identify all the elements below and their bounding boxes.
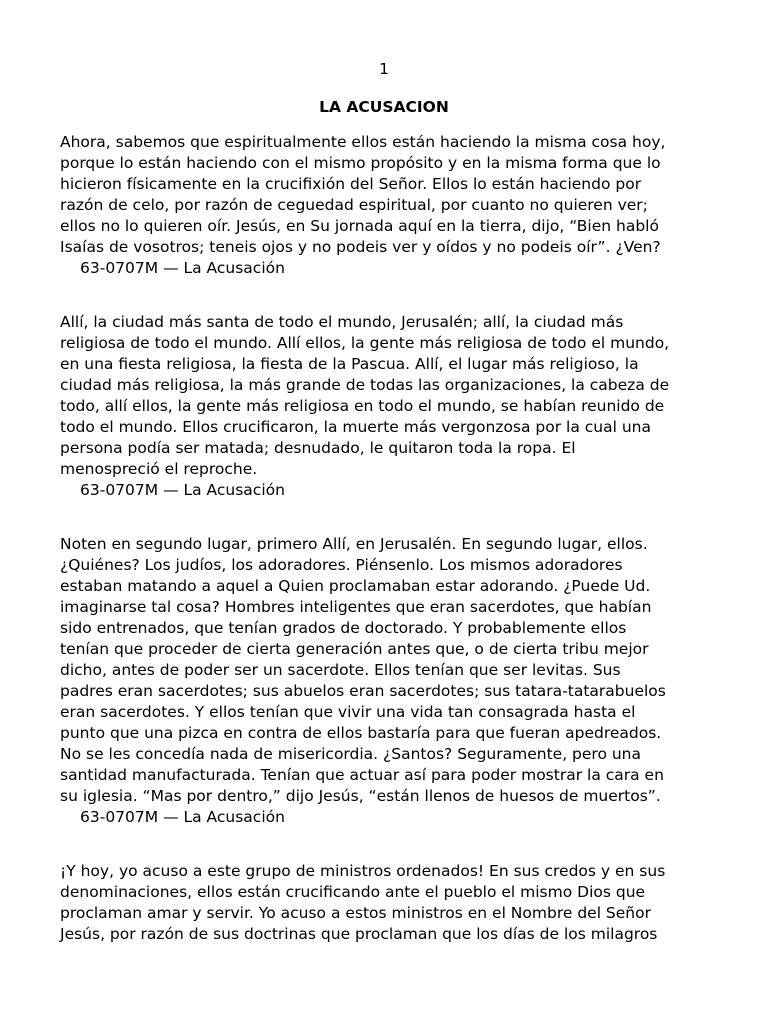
quote-block [60,861,712,945]
page-number: 1 [379,60,389,78]
quote-text: Noten en segundo lugar, primero Allí, en Jerusalén. En segundo lugar, ellos. ¿Quiénes? Los judíos, los adoradores. Piénsenlo. Los mismos adoradores estaban matando a aquel a Quien proclamaban estar adorando. ¿Puede Ud. imaginarse tal cosa? Hombres inteligentes que eran sacerdotes, que habían sido entrenados, que tenían grados de doctorado. Y probablemente ellos tenían que proceder de cierta generación antes que, o de cierta tribu mejor dicho, antes de poder ser un sacerdote. Ellos tenían que ser levitas. Sus padres eran sacerdotes; sus abuelos eran sacerdotes; sus tatara-tatarabuelos eran sacerdotes. Y ellos tenían que vivir una vida tan consagrada hasta el punto que una pizca en contra de ellos bastaría para que fueran apedreados. No se les concedía nada de misericordia. ¿Santos? Seguramente, pero una santidad manufacturada. Tenían que actuar así para poder mostrar la cara en su iglesia. “Mas por dentro,” dijo Jesús, “están llenos de huesos de muertos”. [60,535,666,805]
quote-block [60,132,712,279]
quote-block [60,312,712,501]
quote-reference: 63-0707M — La Acusación [80,259,285,277]
quote-reference: 63-0707M — La Acusación [80,481,285,499]
quote-text: Allí, la ciudad más santa de todo el mundo, Jerusalén; allí, la ciudad más religiosa de todo el mundo. Allí ellos, la gente más religiosa de todo el mundo, en una fiesta religiosa, la fiesta de la Pascua. Allí, el lugar más religioso, la ciudad más religiosa, la más grande de todas las organizaciones, la cabeza de todo, allí ellos, la gente más religiosa en todo el mundo, se habían reunido de todo el mundo. Ellos crucificaron, la muerte más vergonzosa por la cual una persona podía ser matada; desnudado, le quitaron toda la ropa. El menospreció el reproche. [60,313,670,478]
document-body [60,132,712,978]
document-title: LA ACUSACION [319,98,449,116]
quote-reference: 63-0707M — La Acusación [80,808,285,826]
quote-text: Ahora, sabemos que espiritualmente ellos están haciendo la misma cosa hoy, porque lo están haciendo con el mismo propósito y en la misma forma que lo hicieron físicamente en la crucifixión del Señor. Ellos lo están haciendo por razón de celo, por razón de ceguedad espiritual, por cuanto no quieren ver; ellos no lo quieren oír. Jesús, en Su jornada aquí en la tierra, dijo, “Bien habló Isaías de vosotros; teneis ojos y no podeis ver y oídos y no podeis oír”. ¿Ven? [60,133,666,256]
quote-text: ¡Y hoy, yo acuso a este grupo de ministros ordenados! En sus credos y en sus denominaciones, ellos están crucificando ante el pueblo el mismo Dios que proclaman amar y servir. Yo acuso a estos ministros en el Nombre del Señor Jesús, por razón de sus doctrinas que proclaman que los días de los milagros [60,862,666,943]
quote-block [60,534,712,828]
